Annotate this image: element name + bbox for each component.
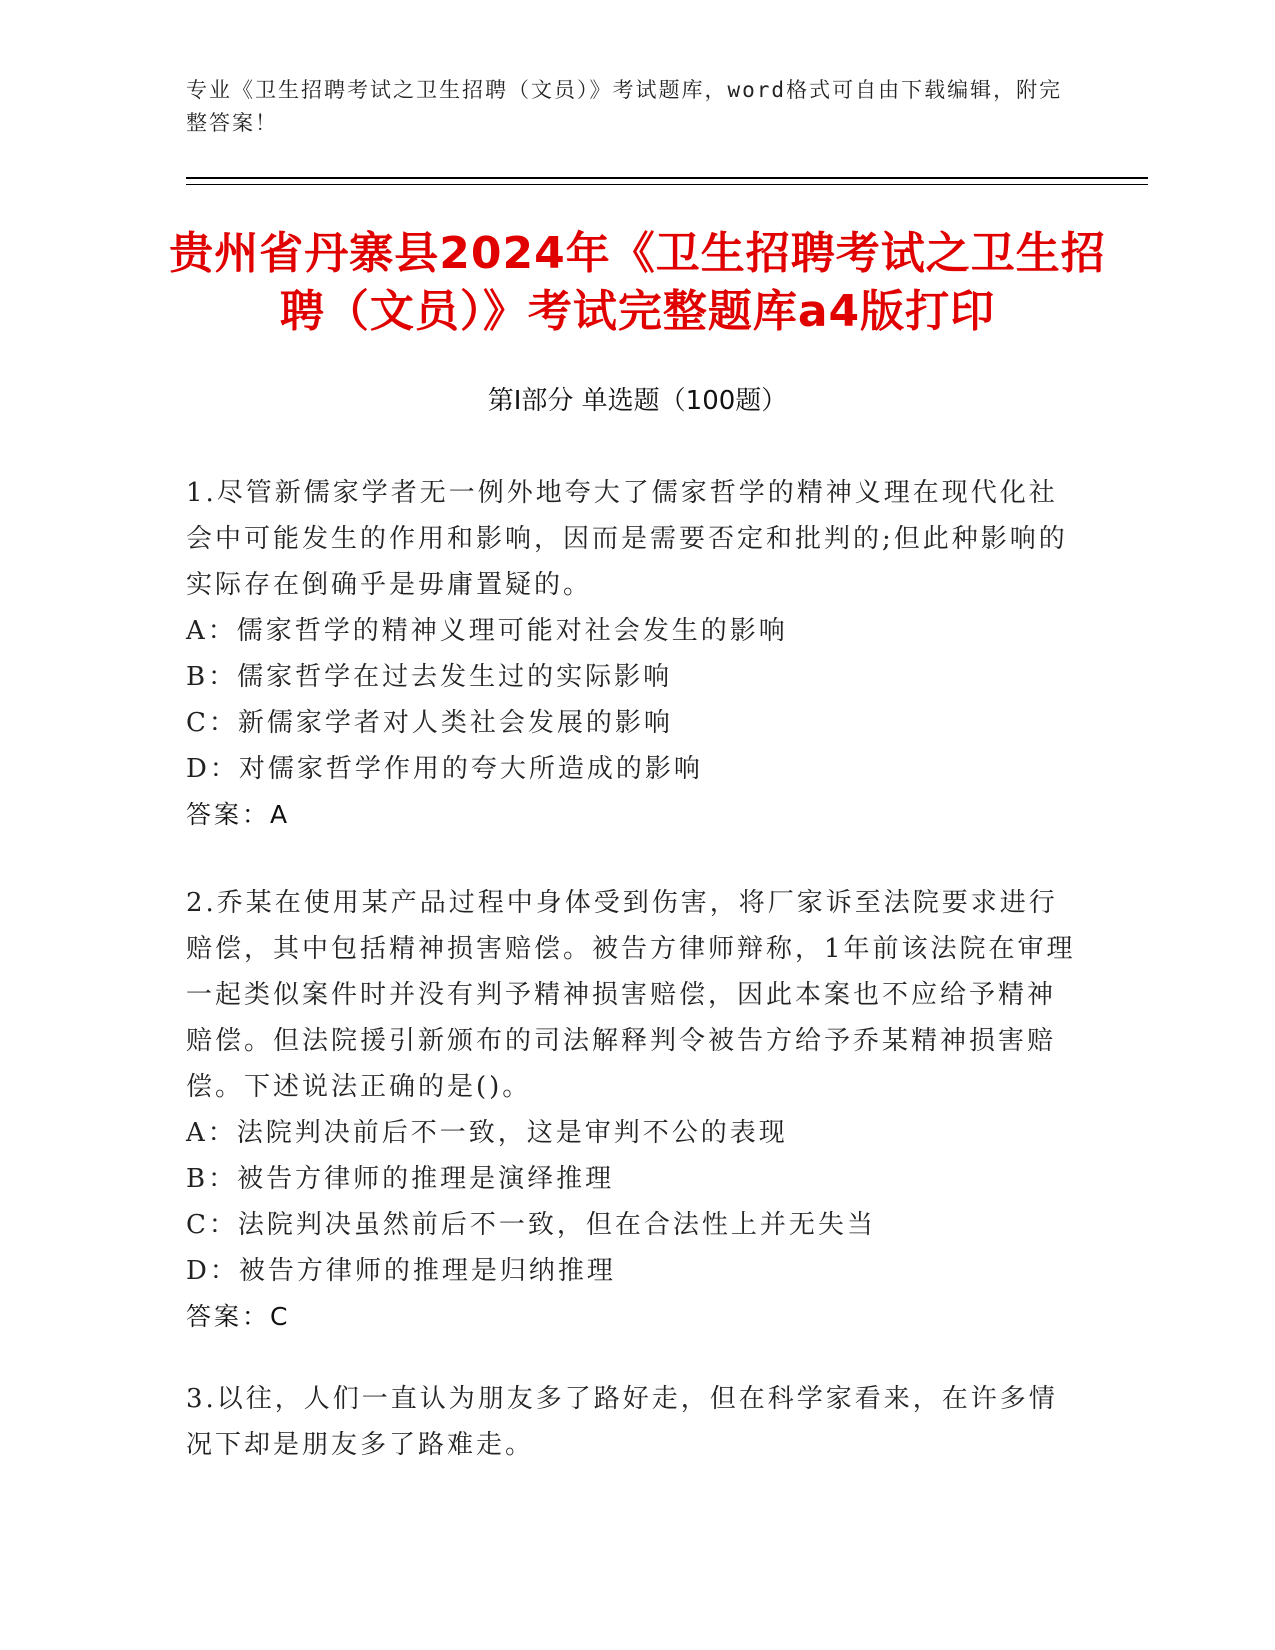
question-stem: 2.乔某在使用某产品过程中身体受到伤害，将厂家诉至法院要求进行赔偿，其中包括精神损害赔偿。被告方律师辩称，1年前该法院在审理一起类似案件时并没有判予精神损害赔偿，因此本案也不应给予精神赔偿。但法院援引新颁布的司法解释判令被告方给予乔某精神损害赔偿。下述说法正确的是()。 bbox=[186, 888, 1076, 1102]
question-2 bbox=[186, 880, 1076, 1340]
header-divider-thick bbox=[186, 177, 1148, 179]
option-b: B：被告方律师的推理是演绎推理 bbox=[186, 1164, 615, 1194]
section-title: 第Ⅰ部分 单选题（100题） bbox=[487, 386, 788, 416]
option-c: C：法院判决虽然前后不一致，但在合法性上并无失当 bbox=[186, 1210, 876, 1240]
option-d: D：被告方律师的推理是归纳推理 bbox=[186, 1256, 616, 1286]
answer-text: 答案：A bbox=[186, 800, 291, 829]
question-3 bbox=[186, 1376, 1076, 1468]
header-divider-thin bbox=[186, 184, 1148, 185]
answer-text: 答案：C bbox=[186, 1302, 291, 1331]
option-d: D：对儒家哲学作用的夸大所造成的影响 bbox=[186, 754, 703, 784]
document-title: 贵州省丹寨县2024年《卫生招聘考试之卫生招聘（文员）》考试完整题库a4版打印 bbox=[169, 228, 1106, 337]
option-a: A：儒家哲学的精神义理可能对社会发生的影响 bbox=[186, 616, 788, 646]
question-stem: 1.尽管新儒家学者无一例外地夸大了儒家哲学的精神义理在现代化社会中可能发生的作用和影响，因而是需要否定和批判的;但此种影响的实际存在倒确乎是毋庸置疑的。 bbox=[186, 478, 1068, 600]
header-note: 专业《卫生招聘考试之卫生招聘（文员）》考试题库，word格式可自由下载编辑，附完整答案！ bbox=[186, 78, 1063, 135]
question-stem: 3.以往，人们一直认为朋友多了路好走，但在科学家看来，在许多情况下却是朋友多了路难走。 bbox=[186, 1384, 1058, 1460]
question-1 bbox=[186, 470, 1076, 838]
option-a: A：法院判决前后不一致，这是审判不公的表现 bbox=[186, 1118, 788, 1148]
option-b: B：儒家哲学在过去发生过的实际影响 bbox=[186, 662, 673, 692]
option-c: C：新儒家学者对人类社会发展的影响 bbox=[186, 708, 673, 738]
